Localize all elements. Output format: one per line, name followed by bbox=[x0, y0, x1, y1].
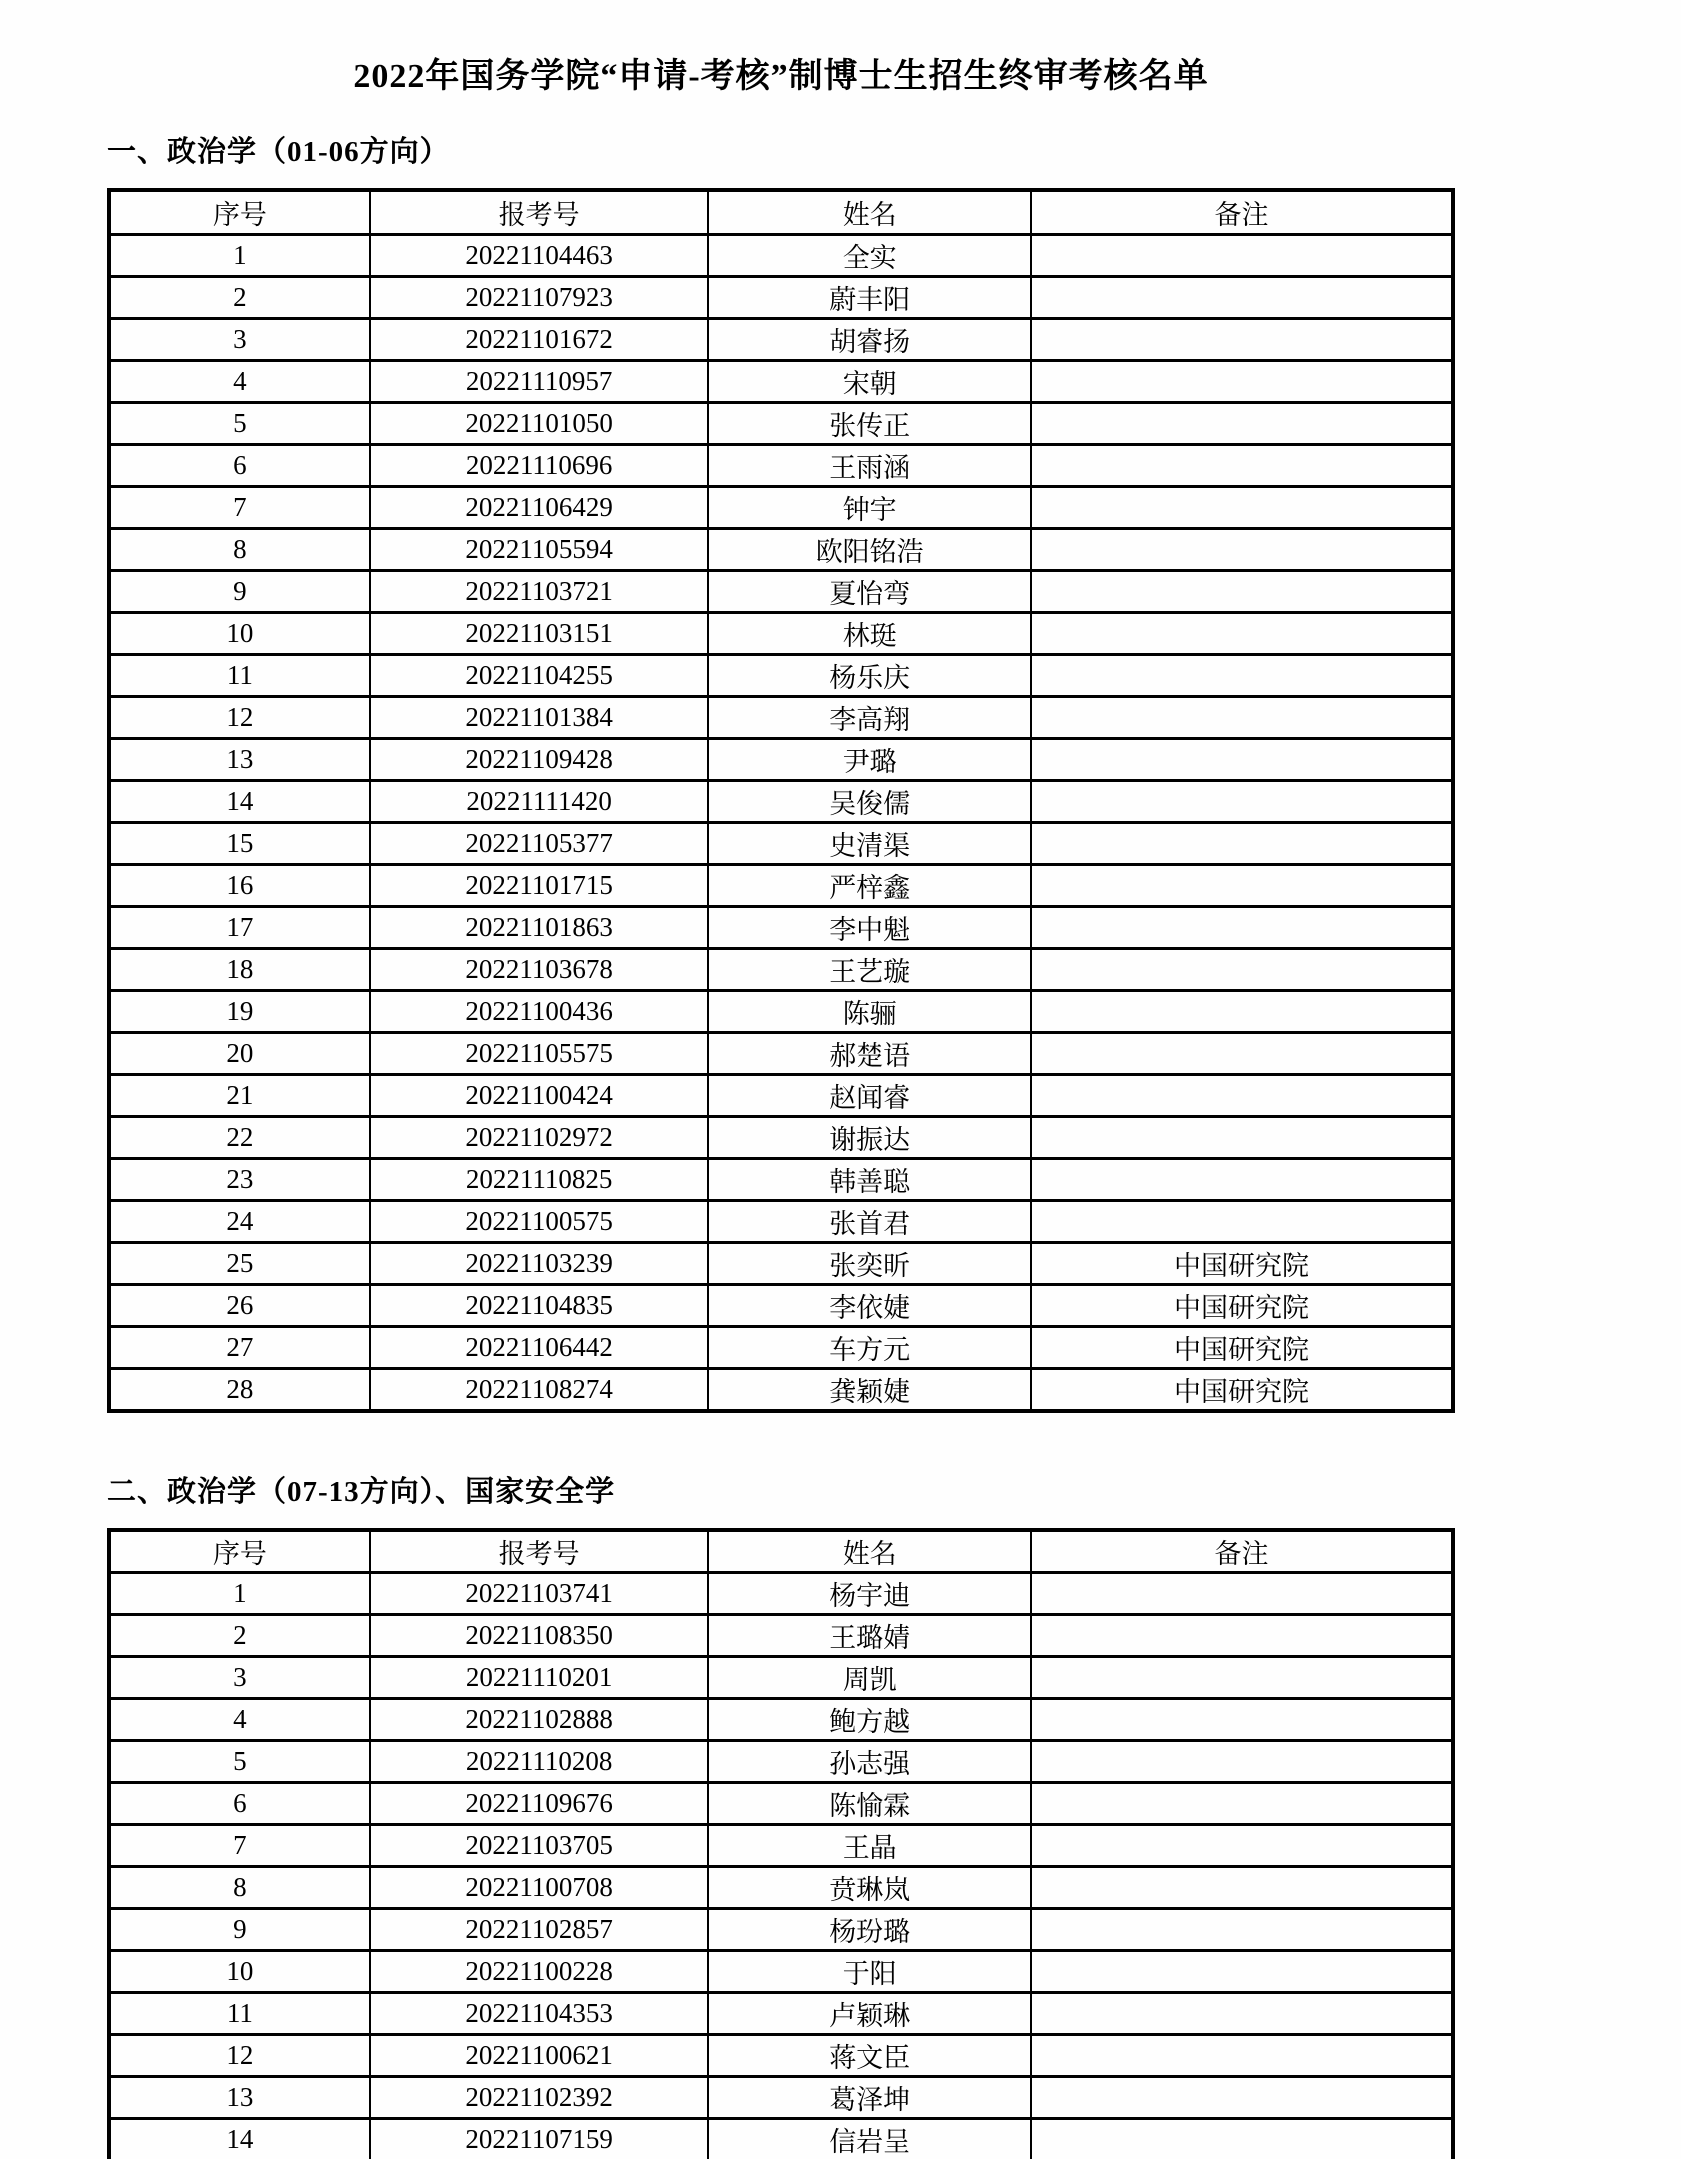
cell-note: 中国研究院 bbox=[1031, 1242, 1453, 1284]
cell-name: 孙志强 bbox=[708, 1740, 1031, 1782]
column-header-name: 姓名 bbox=[708, 1530, 1031, 1573]
table-row bbox=[109, 1950, 1453, 1992]
cell-index: 18 bbox=[109, 948, 370, 990]
cell-name: 车方元 bbox=[708, 1326, 1031, 1368]
cell-name: 严梓鑫 bbox=[708, 864, 1031, 906]
section-heading: 二、政治学（07-13方向）、国家安全学 bbox=[107, 1475, 616, 1508]
column-header-index: 序号 bbox=[109, 190, 370, 235]
table-row bbox=[109, 1116, 1453, 1158]
cell-application-number: 20221104353 bbox=[370, 1992, 709, 2034]
cell-name: 龚颖婕 bbox=[708, 1368, 1031, 1411]
document-content bbox=[107, 0, 1455, 2159]
cell-application-number: 20221106429 bbox=[370, 486, 709, 528]
cell-name: 杨宇迪 bbox=[708, 1572, 1031, 1614]
cell-note bbox=[1031, 906, 1453, 948]
column-header-note: 备注 bbox=[1031, 190, 1453, 235]
table-row bbox=[109, 948, 1453, 990]
cell-note bbox=[1031, 1158, 1453, 1200]
header-row bbox=[109, 1530, 1453, 1573]
cell-application-number: 20221109428 bbox=[370, 738, 709, 780]
table-row bbox=[109, 1284, 1453, 1326]
cell-index: 13 bbox=[109, 2076, 370, 2118]
cell-index: 12 bbox=[109, 2034, 370, 2076]
cell-note bbox=[1031, 402, 1453, 444]
cell-application-number: 20221100575 bbox=[370, 1200, 709, 1242]
cell-note bbox=[1031, 1782, 1453, 1824]
cell-index: 22 bbox=[109, 1116, 370, 1158]
table-row bbox=[109, 528, 1453, 570]
table-row bbox=[109, 1740, 1453, 1782]
cell-application-number: 20221102972 bbox=[370, 1116, 709, 1158]
table-row bbox=[109, 318, 1453, 360]
table-row bbox=[109, 906, 1453, 948]
cell-index: 14 bbox=[109, 2118, 370, 2159]
cell-note bbox=[1031, 318, 1453, 360]
cell-name: 胡睿扬 bbox=[708, 318, 1031, 360]
cell-application-number: 20221105594 bbox=[370, 528, 709, 570]
cell-name: 郝楚语 bbox=[708, 1032, 1031, 1074]
cell-name: 张传正 bbox=[708, 402, 1031, 444]
cell-note bbox=[1031, 1950, 1453, 1992]
cell-note bbox=[1031, 990, 1453, 1032]
table-row bbox=[109, 654, 1453, 696]
cell-index: 6 bbox=[109, 1782, 370, 1824]
cell-note bbox=[1031, 2076, 1453, 2118]
cell-name: 吴俊儒 bbox=[708, 780, 1031, 822]
table-row bbox=[109, 2034, 1453, 2076]
cell-name: 林珽 bbox=[708, 612, 1031, 654]
table-row bbox=[109, 1866, 1453, 1908]
cell-index: 21 bbox=[109, 1074, 370, 1116]
cell-index: 13 bbox=[109, 738, 370, 780]
cell-application-number: 20221100424 bbox=[370, 1074, 709, 1116]
cell-name: 史清渠 bbox=[708, 822, 1031, 864]
cell-index: 1 bbox=[109, 1572, 370, 1614]
cell-name: 周凯 bbox=[708, 1656, 1031, 1698]
cell-index: 9 bbox=[109, 1908, 370, 1950]
cell-application-number: 20221102857 bbox=[370, 1908, 709, 1950]
column-header-index: 序号 bbox=[109, 1530, 370, 1573]
cell-index: 2 bbox=[109, 1614, 370, 1656]
cell-index: 5 bbox=[109, 1740, 370, 1782]
cell-application-number: 20221104835 bbox=[370, 1284, 709, 1326]
cell-application-number: 20221103721 bbox=[370, 570, 709, 612]
candidate-table bbox=[107, 188, 1455, 1413]
cell-note bbox=[1031, 360, 1453, 402]
cell-note bbox=[1031, 1908, 1453, 1950]
table-row bbox=[109, 1614, 1453, 1656]
cell-note bbox=[1031, 1992, 1453, 2034]
table-row bbox=[109, 360, 1453, 402]
cell-name: 夏怡弯 bbox=[708, 570, 1031, 612]
section-2 bbox=[107, 1469, 1455, 2159]
cell-index: 3 bbox=[109, 318, 370, 360]
cell-application-number: 20221103239 bbox=[370, 1242, 709, 1284]
table-row bbox=[109, 276, 1453, 318]
cell-application-number: 20221110957 bbox=[370, 360, 709, 402]
cell-note bbox=[1031, 948, 1453, 990]
cell-index: 11 bbox=[109, 654, 370, 696]
header-row bbox=[109, 190, 1453, 235]
cell-name: 张奕昕 bbox=[708, 1242, 1031, 1284]
cell-application-number: 20221101672 bbox=[370, 318, 709, 360]
cell-application-number: 20221109676 bbox=[370, 1782, 709, 1824]
cell-name: 葛泽坤 bbox=[708, 2076, 1031, 2118]
cell-index: 26 bbox=[109, 1284, 370, 1326]
cell-index: 25 bbox=[109, 1242, 370, 1284]
table-row bbox=[109, 1074, 1453, 1116]
candidate-table bbox=[107, 1528, 1455, 2159]
cell-name: 陈愉霖 bbox=[708, 1782, 1031, 1824]
cell-application-number: 20221101050 bbox=[370, 402, 709, 444]
page-title: 2022年国务学院“申请-考核”制博士生招生终审考核名单 bbox=[353, 58, 1209, 95]
cell-index: 8 bbox=[109, 528, 370, 570]
cell-note bbox=[1031, 276, 1453, 318]
cell-note bbox=[1031, 780, 1453, 822]
cell-name: 李高翔 bbox=[708, 696, 1031, 738]
table-row bbox=[109, 864, 1453, 906]
cell-index: 10 bbox=[109, 1950, 370, 1992]
cell-note bbox=[1031, 1866, 1453, 1908]
cell-index: 3 bbox=[109, 1656, 370, 1698]
cell-index: 11 bbox=[109, 1992, 370, 2034]
cell-index: 1 bbox=[109, 234, 370, 276]
cell-note bbox=[1031, 2034, 1453, 2076]
cell-application-number: 20221110825 bbox=[370, 1158, 709, 1200]
table-row bbox=[109, 1908, 1453, 1950]
table-row bbox=[109, 1824, 1453, 1866]
table-row bbox=[109, 738, 1453, 780]
cell-index: 7 bbox=[109, 1824, 370, 1866]
cell-application-number: 20221105377 bbox=[370, 822, 709, 864]
cell-index: 15 bbox=[109, 822, 370, 864]
cell-note bbox=[1031, 1614, 1453, 1656]
cell-note bbox=[1031, 1200, 1453, 1242]
cell-application-number: 20221111420 bbox=[370, 780, 709, 822]
table-row bbox=[109, 1572, 1453, 1614]
cell-note: 中国研究院 bbox=[1031, 1326, 1453, 1368]
cell-note bbox=[1031, 612, 1453, 654]
cell-application-number: 20221110696 bbox=[370, 444, 709, 486]
table-row bbox=[109, 612, 1453, 654]
cell-application-number: 20221100436 bbox=[370, 990, 709, 1032]
cell-index: 4 bbox=[109, 1698, 370, 1740]
cell-name: 赵闻睿 bbox=[708, 1074, 1031, 1116]
cell-application-number: 20221104255 bbox=[370, 654, 709, 696]
cell-index: 4 bbox=[109, 360, 370, 402]
cell-note bbox=[1031, 444, 1453, 486]
cell-name: 全实 bbox=[708, 234, 1031, 276]
cell-note bbox=[1031, 1074, 1453, 1116]
cell-name: 李中魁 bbox=[708, 906, 1031, 948]
cell-note bbox=[1031, 1656, 1453, 1698]
cell-note bbox=[1031, 696, 1453, 738]
cell-index: 23 bbox=[109, 1158, 370, 1200]
cell-application-number: 20221101863 bbox=[370, 906, 709, 948]
cell-name: 鲍方越 bbox=[708, 1698, 1031, 1740]
cell-name: 于阳 bbox=[708, 1950, 1031, 1992]
table-row bbox=[109, 1200, 1453, 1242]
cell-application-number: 20221100228 bbox=[370, 1950, 709, 1992]
cell-note bbox=[1031, 654, 1453, 696]
cell-name: 陈骊 bbox=[708, 990, 1031, 1032]
cell-application-number: 20221100708 bbox=[370, 1866, 709, 1908]
cell-index: 5 bbox=[109, 402, 370, 444]
cell-index: 2 bbox=[109, 276, 370, 318]
cell-name: 卢颖琳 bbox=[708, 1992, 1031, 2034]
cell-index: 27 bbox=[109, 1326, 370, 1368]
cell-index: 14 bbox=[109, 780, 370, 822]
cell-index: 20 bbox=[109, 1032, 370, 1074]
cell-name: 李依婕 bbox=[708, 1284, 1031, 1326]
cell-name: 谢振达 bbox=[708, 1116, 1031, 1158]
cell-application-number: 20221110201 bbox=[370, 1656, 709, 1698]
table-row bbox=[109, 1158, 1453, 1200]
cell-application-number: 20221107159 bbox=[370, 2118, 709, 2159]
cell-name: 王艺璇 bbox=[708, 948, 1031, 990]
cell-index: 8 bbox=[109, 1866, 370, 1908]
table-row bbox=[109, 1326, 1453, 1368]
cell-name: 王晶 bbox=[708, 1824, 1031, 1866]
table-row bbox=[109, 486, 1453, 528]
table-row bbox=[109, 402, 1453, 444]
cell-name: 贲琳岚 bbox=[708, 1866, 1031, 1908]
cell-name: 尹璐 bbox=[708, 738, 1031, 780]
cell-note bbox=[1031, 864, 1453, 906]
cell-note bbox=[1031, 1698, 1453, 1740]
cell-index: 19 bbox=[109, 990, 370, 1032]
cell-name: 王雨涵 bbox=[708, 444, 1031, 486]
column-header-application-number: 报考号 bbox=[370, 190, 709, 235]
cell-note: 中国研究院 bbox=[1031, 1368, 1453, 1411]
table-row bbox=[109, 1032, 1453, 1074]
column-header-application-number: 报考号 bbox=[370, 1530, 709, 1573]
cell-note bbox=[1031, 822, 1453, 864]
table-row bbox=[109, 1782, 1453, 1824]
table-row bbox=[109, 1242, 1453, 1284]
cell-note bbox=[1031, 1032, 1453, 1074]
cell-index: 16 bbox=[109, 864, 370, 906]
cell-application-number: 20221102888 bbox=[370, 1698, 709, 1740]
cell-note: 中国研究院 bbox=[1031, 1284, 1453, 1326]
cell-application-number: 20221108274 bbox=[370, 1368, 709, 1411]
cell-application-number: 20221110208 bbox=[370, 1740, 709, 1782]
cell-application-number: 20221107923 bbox=[370, 276, 709, 318]
table-row bbox=[109, 780, 1453, 822]
sections bbox=[107, 129, 1455, 2159]
column-header-note: 备注 bbox=[1031, 1530, 1453, 1573]
cell-index: 6 bbox=[109, 444, 370, 486]
cell-application-number: 20221101715 bbox=[370, 864, 709, 906]
table-row bbox=[109, 2076, 1453, 2118]
table-row bbox=[109, 444, 1453, 486]
cell-note bbox=[1031, 570, 1453, 612]
cell-index: 10 bbox=[109, 612, 370, 654]
cell-name: 韩善聪 bbox=[708, 1158, 1031, 1200]
cell-application-number: 20221106442 bbox=[370, 1326, 709, 1368]
table-row bbox=[109, 1698, 1453, 1740]
table-row bbox=[109, 1656, 1453, 1698]
table-row bbox=[109, 570, 1453, 612]
cell-application-number: 20221103151 bbox=[370, 612, 709, 654]
cell-index: 17 bbox=[109, 906, 370, 948]
cell-note bbox=[1031, 1116, 1453, 1158]
table-row bbox=[109, 822, 1453, 864]
cell-application-number: 20221104463 bbox=[370, 234, 709, 276]
cell-note bbox=[1031, 234, 1453, 276]
cell-name: 蔚丰阳 bbox=[708, 276, 1031, 318]
cell-note bbox=[1031, 528, 1453, 570]
cell-note bbox=[1031, 1824, 1453, 1866]
cell-application-number: 20221108350 bbox=[370, 1614, 709, 1656]
section-1 bbox=[107, 129, 1455, 1413]
cell-name: 蒋文臣 bbox=[708, 2034, 1031, 2076]
cell-application-number: 20221100621 bbox=[370, 2034, 709, 2076]
cell-application-number: 20221103678 bbox=[370, 948, 709, 990]
cell-note bbox=[1031, 2118, 1453, 2159]
cell-index: 9 bbox=[109, 570, 370, 612]
column-header-name: 姓名 bbox=[708, 190, 1031, 235]
table-row bbox=[109, 990, 1453, 1032]
table-row bbox=[109, 1992, 1453, 2034]
cell-index: 28 bbox=[109, 1368, 370, 1411]
cell-note bbox=[1031, 1572, 1453, 1614]
cell-note bbox=[1031, 738, 1453, 780]
cell-name: 宋朝 bbox=[708, 360, 1031, 402]
cell-index: 12 bbox=[109, 696, 370, 738]
cell-name: 张首君 bbox=[708, 1200, 1031, 1242]
cell-note bbox=[1031, 486, 1453, 528]
table-row bbox=[109, 2118, 1453, 2159]
cell-application-number: 20221105575 bbox=[370, 1032, 709, 1074]
cell-name: 信岩呈 bbox=[708, 2118, 1031, 2159]
cell-application-number: 20221103705 bbox=[370, 1824, 709, 1866]
section-heading: 一、政治学（01-06方向） bbox=[107, 135, 450, 168]
cell-application-number: 20221103741 bbox=[370, 1572, 709, 1614]
table-row bbox=[109, 696, 1453, 738]
cell-name: 欧阳铭浩 bbox=[708, 528, 1031, 570]
cell-application-number: 20221101384 bbox=[370, 696, 709, 738]
cell-note bbox=[1031, 1740, 1453, 1782]
cell-name: 杨玢璐 bbox=[708, 1908, 1031, 1950]
cell-name: 王璐婧 bbox=[708, 1614, 1031, 1656]
cell-name: 钟宇 bbox=[708, 486, 1031, 528]
cell-index: 7 bbox=[109, 486, 370, 528]
cell-name: 杨乐庆 bbox=[708, 654, 1031, 696]
table-row bbox=[109, 1368, 1453, 1411]
cell-index: 24 bbox=[109, 1200, 370, 1242]
table-row bbox=[109, 234, 1453, 276]
cell-application-number: 20221102392 bbox=[370, 2076, 709, 2118]
